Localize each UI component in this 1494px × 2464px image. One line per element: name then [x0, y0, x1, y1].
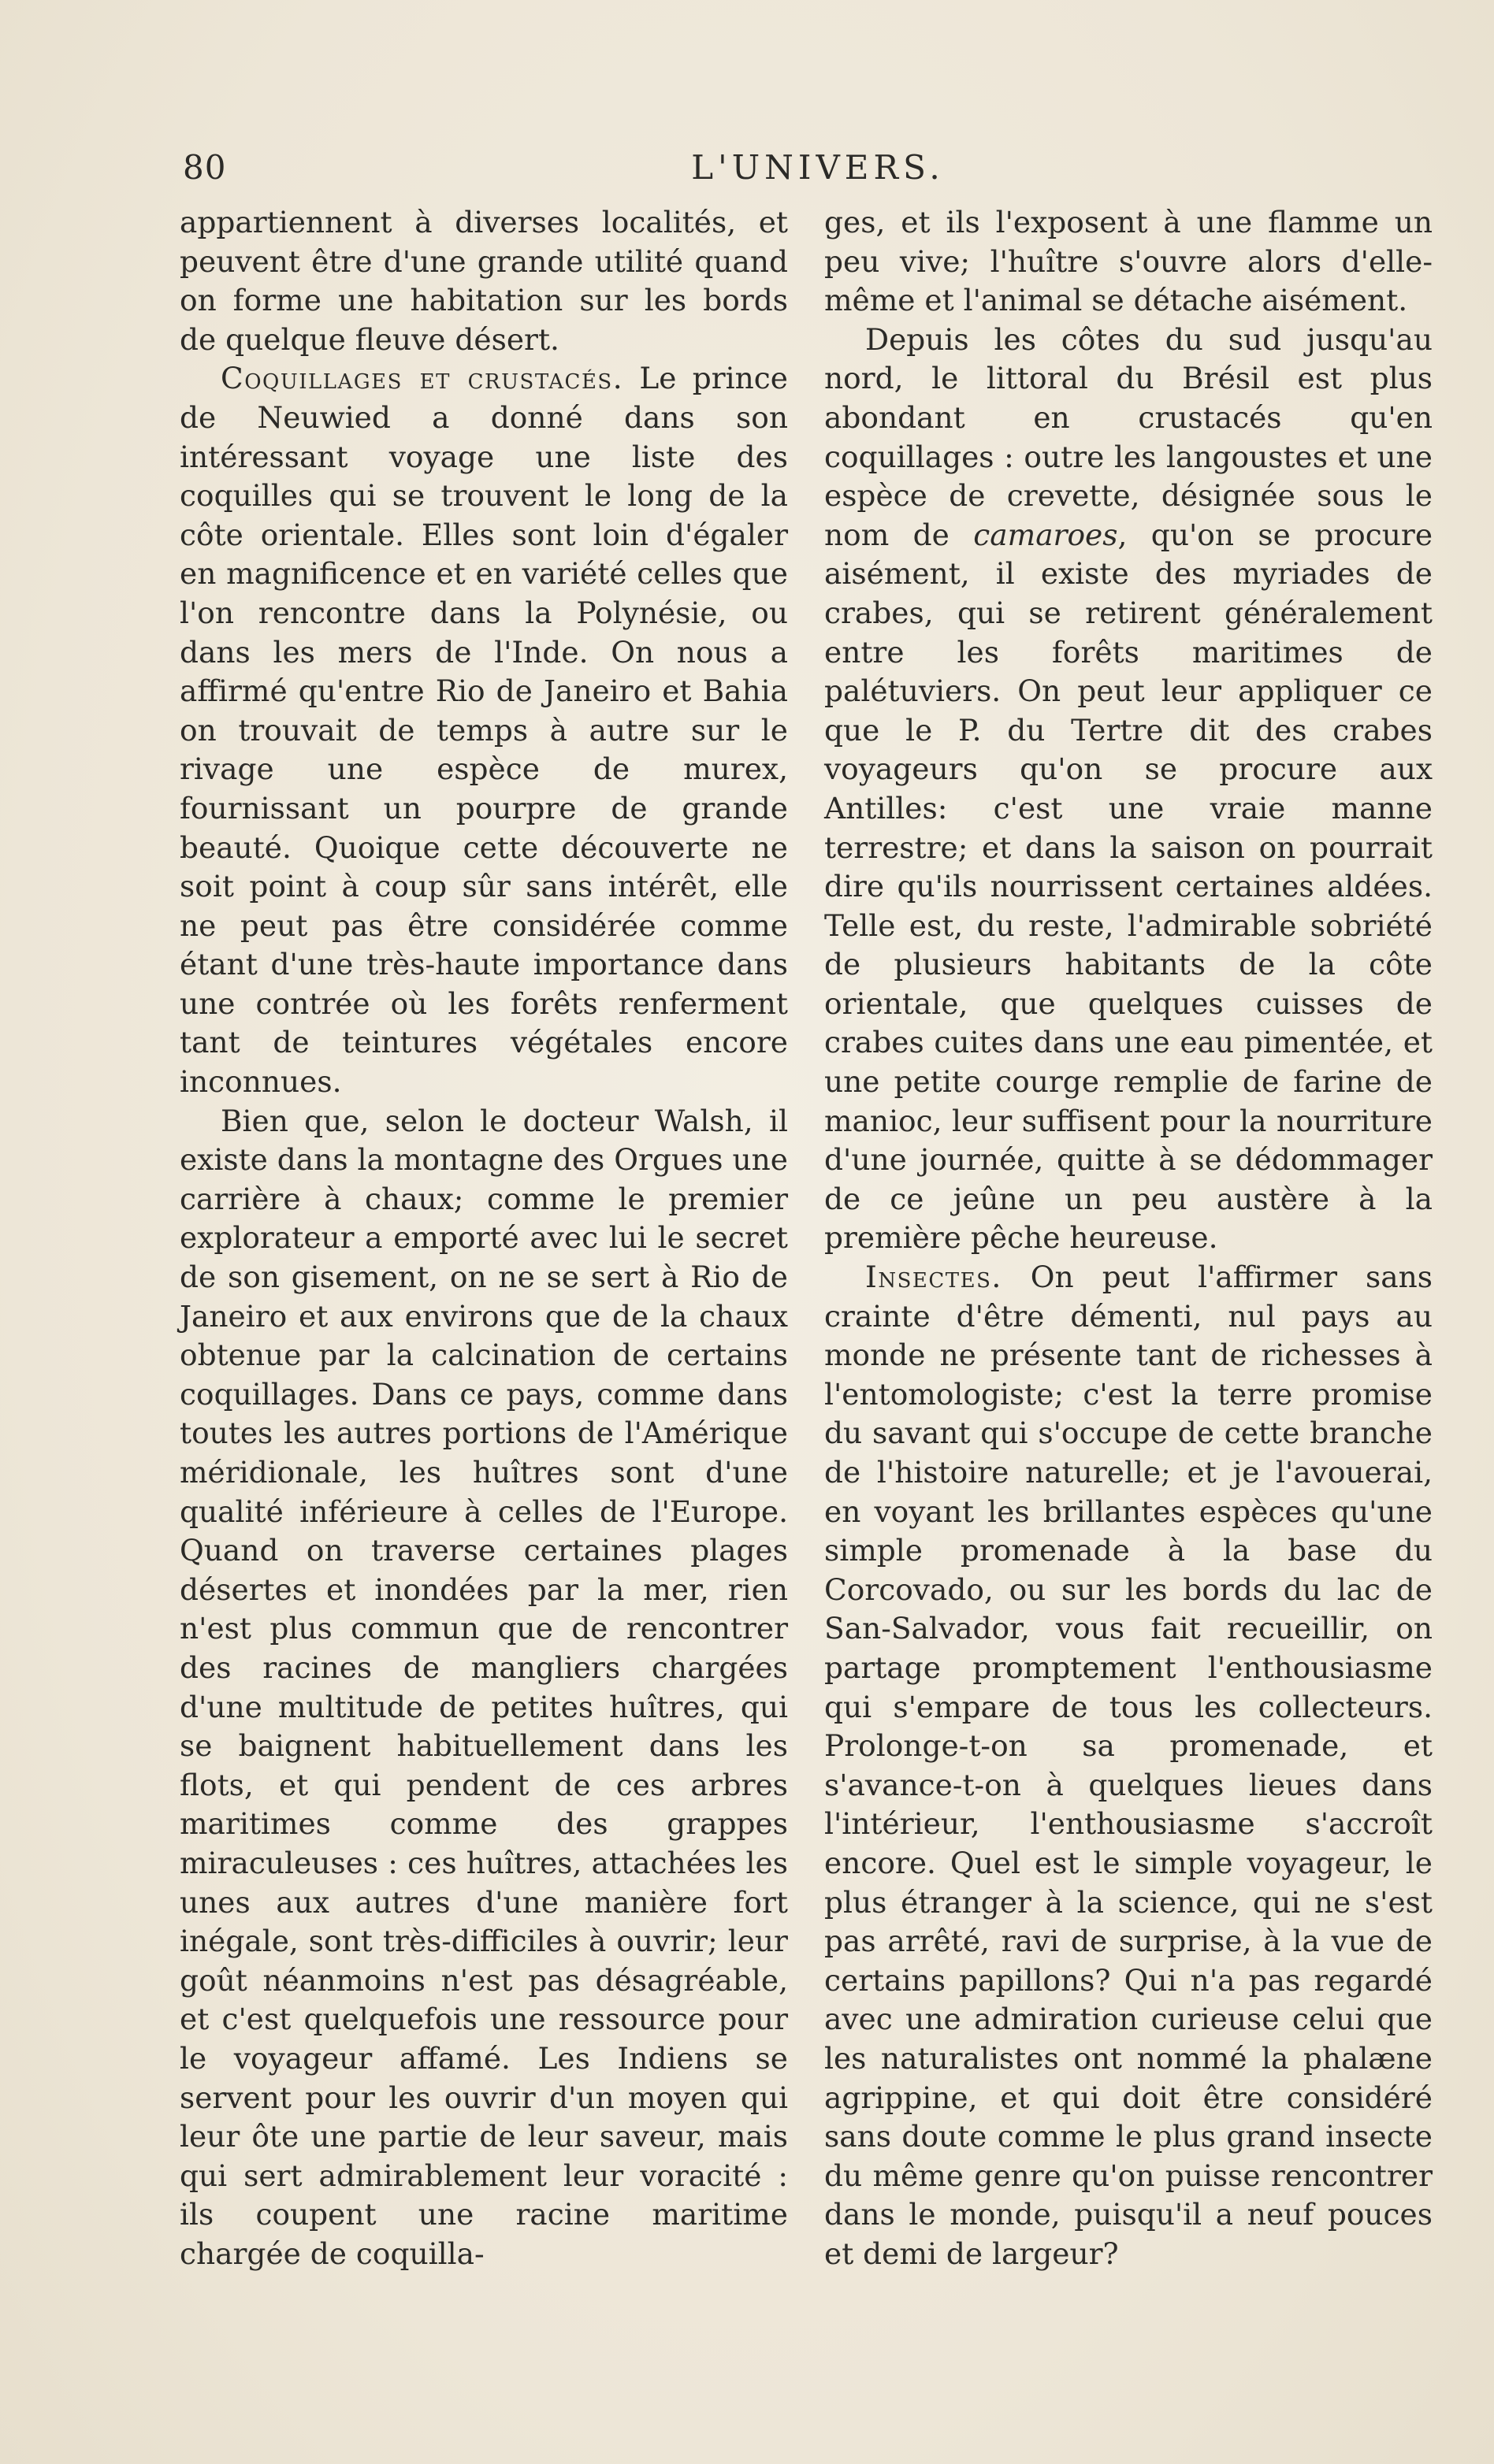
right-paragraph-2-end: , qu'on se procure aisément, il existe des myriades de crabes, qui se retirent généralement entre les forêts maritimes de palétuviers. On peut leur appliquer ce que le P. du Tertre dit des crabes voyageurs qu'on se procure aux Antilles: c'est une vraie manne terrestre; et dans la saison on pourrait dire qu'ils nourrissent certaines aldées. Telle est, du reste, l'admirable sobriété de plusieurs habitants de la côte orientale, que quelques cuisses de crabes cuites dans une eau pimentée, et une petite courge remplie de farine de manioc, leur suffisent pour la nourriture d'une journée, quitte à se dédommager de ce jeûne un peu austère à la première pêche heureuse.: [824, 517, 1433, 1256]
section-heading-coquillages: Coquillages et crustacés.: [221, 361, 624, 396]
section-heading-insectes: Insectes.: [865, 1260, 1002, 1295]
left-paragraph-1: appartiennent à diverses localités, et peuvent être d'une grande utilité quand on forme une habitation sur les bords de quelque fleuve désert.: [180, 205, 788, 357]
left-paragraph-2-body: Le prince de Neuwied a donné dans son intéressant voyage une liste des coquilles qui se trouvent le long de la côte orientale. Elles sont loin d'égaler en magnificence et en variété celles que l'on rencontre dans la Polynésie, ou dans les mers de l'Inde. On nous a affirmé qu'entre Rio de Janeiro et Bahia on trouvait de temps à autre sur le rivage une espèce de murex, fournissant un pourpre de grande beauté. Quoique cette découverte ne soit point à coup sûr sans intérêt, elle ne peut pas être considérée comme étant d'une très-haute importance dans une contrée où les forêts renferment tant de teintures végétales encore inconnues.: [180, 361, 788, 1100]
right-paragraph-2-start: Depuis les côtes du sud jusqu'au nord, le littoral du Brésil est plus abondant en crustacés qu'en coquillages : outre les langoustes et une espèce de crevette, désignée sous le nom de: [824, 321, 1433, 552]
page-header: [183, 148, 1453, 195]
right-paragraph-3: [824, 1258, 1433, 2273]
right-paragraph-2: [824, 321, 1433, 1258]
left-paragraph-3: Bien que, selon le docteur Walsh, il existe dans la montagne des Orgues une carrière à chaux; comme le premier explorateur a emporté avec lui le secret de son gisement, on ne se sert à Rio de Janeiro et aux environs que de la chaux obtenue par la calcination de certains coquillages. Dans ce pays, comme dans toutes les autres portions de l'Amérique méridionale, les huîtres sont d'une qualité inférieure à celles de l'Europe. Quand on traverse certaines plages désertes et inondées par la mer, rien n'est plus commun que de rencontrer des racines de mangliers chargées d'une multitude de petites huîtres, qui se baignent habituellement dans les flots, et qui pendent de ces arbres maritimes comme des grappes miraculeuses : ces huîtres, attachées les unes aux autres d'une manière fort inégale, sont très-difficiles à ouvrir; leur goût néanmoins n'est pas désagréable, et c'est quelquefois une ressource pour le voyageur affamé. Les Indiens se servent pour les ouvrir d'un moyen qui leur ôte une partie de leur saveur, mais qui sert admirablement leur voracité : ils coupent une racine maritime chargée de coquilla-: [180, 1103, 788, 2271]
page-number: 80: [183, 148, 227, 187]
left-column: [180, 203, 788, 2273]
right-paragraph-3-body: On peut l'affirmer sans crainte d'être démenti, nul pays au monde ne présente tant de richesses à l'entomologiste; c'est la terre promise du savant qui s'occupe de cette branche de l'histoire naturelle; et je l'avouerai, en voyant les brillantes espèces qu'une simple promenade à la base du Corcovado, ou sur les bords du lac de San-Salvador, vous fait recueillir, on partage promptement l'enthousiasme qui s'empare de tous les collecteurs. Prolonge-t-on sa promenade, et s'avance-t-on à quelques lieues dans l'intérieur, l'enthousiasme s'accroît encore. Quel est le simple voyageur, le plus étranger à la science, qui ne s'est pas arrêté, ravi de surprise, à la vue de certains papillons? Qui n'a pas regardé avec une admiration curieuse celui que les naturalistes ont nommé la phalæne agrippine, et qui doit être considéré sans doute comme le plus grand insecte du même genre qu'on puisse rencontrer dans le monde, puisqu'il a neuf pouces et demi de largeur?: [824, 1260, 1433, 2271]
left-paragraph-2: [180, 359, 788, 1101]
right-paragraph-1: ges, et ils l'exposent à une flamme un peu vive; l'huître s'ouvre alors d'elle-même et l'animal se détache aisément.: [824, 205, 1433, 318]
italic-term-camaroes: camaroes: [973, 517, 1118, 552]
right-column: [824, 203, 1433, 2273]
running-title: L'UNIVERS.: [691, 148, 945, 187]
